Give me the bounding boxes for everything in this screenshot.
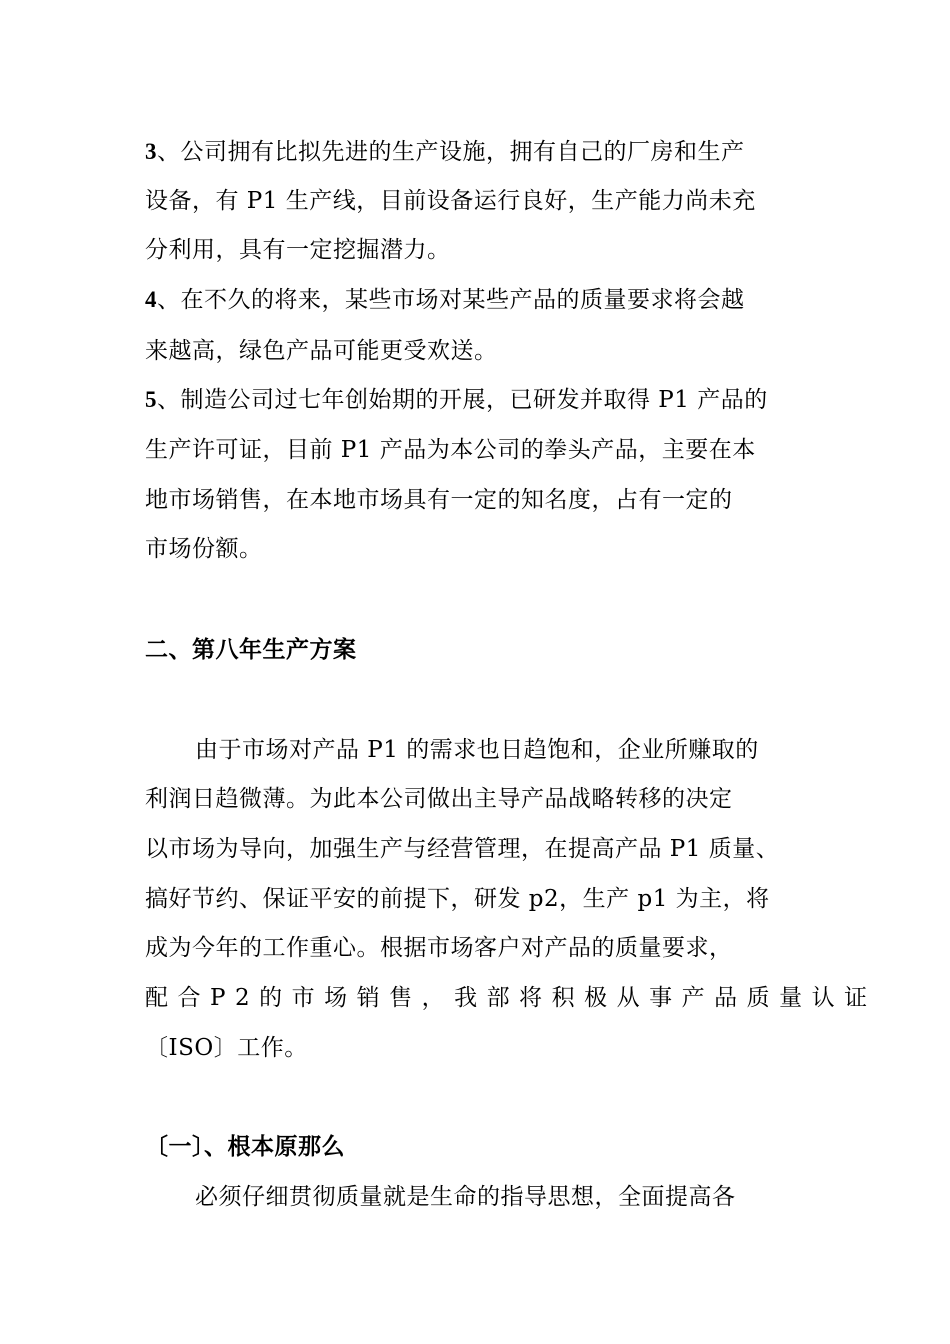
item-5-number: 5: [145, 387, 157, 412]
subsection-1-first-line: 必须仔细贯彻质量就是生命的指导思想，全面提高各: [195, 1184, 736, 1210]
item-4-line-1: [145, 284, 745, 316]
subsection-1-heading: 〔一〕、根本原那么: [145, 1133, 345, 1160]
item-3-line-2: 设备，有 P1 生产线，目前设备运行良好，生产能力尚未充: [145, 188, 756, 214]
item-4-text-1: 、在不久的将来，某些市场对某些产品的质量要求将会越: [157, 287, 745, 313]
item-5-line-4: 市场份额。: [145, 536, 263, 562]
item-4-line-2: 来越高，绿色产品可能更受欢送。: [145, 338, 498, 364]
section-2-para-line-4: 搞好节约、保证平安的前提下，研发 p2，生产 p1 为主，将: [145, 886, 770, 912]
item-5-line-3: 地市场销售，在本地市场具有一定的知名度，占有一定的: [145, 487, 733, 513]
section-2-para-line-5: 成为今年的工作重心。根据市场客户对产品的质量要求，: [145, 935, 733, 961]
section-2-para-line-1: 由于市场对产品 P1 的需求也日趋饱和，企业所赚取的: [195, 737, 759, 763]
section-2-para-line-2: 利润日趋微薄。为此本公司做出主导产品战略转移的决定: [145, 786, 733, 812]
item-3-line-1: [145, 136, 745, 168]
section-2-para-line-3: 以市场为导向，加强生产与经营管理，在提高产品 P1 质量、: [145, 836, 780, 862]
item-3-text-1: 、公司拥有比拟先进的生产设施，拥有自己的厂房和生产: [157, 139, 745, 165]
section-2-para-line-7: 〔ISO〕工作。: [145, 1035, 308, 1061]
item-5-text-1: 、制造公司过七年创始期的开展，已研发并取得 P1 产品的: [157, 387, 768, 413]
item-3-line-3: 分利用，具有一定挖掘潜力。: [145, 237, 451, 263]
item-3-number: 3: [145, 139, 157, 164]
item-5-line-1: [145, 384, 768, 416]
section-2-heading: 二、第八年生产方案: [145, 636, 357, 663]
section-2-para-line-6: 配合P2的市场销售，我部将积极从事产品质量认证: [145, 985, 877, 1011]
item-5-line-2: 生产许可证，目前 P1 产品为本公司的拳头产品，主要在本: [145, 437, 756, 463]
item-4-number: 4: [145, 287, 157, 312]
